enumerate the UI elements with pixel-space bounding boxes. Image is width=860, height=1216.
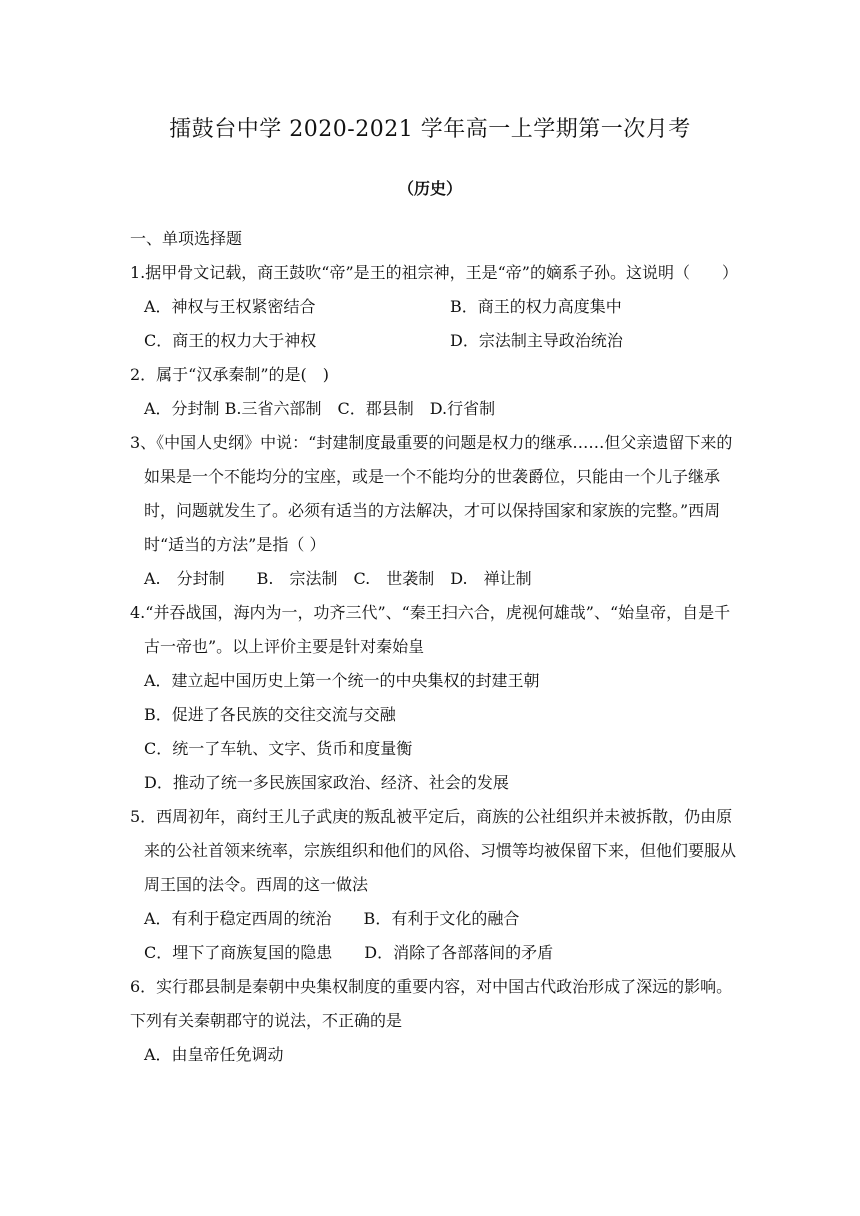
question-5-stem: 5．西周初年，商纣王儿子武庚的叛乱被平定后，商族的公社组织并未被拆散，仍由原来的公社首领来统率，宗族组织和他们的风俗、习惯等均被保留下来，但他们要服从周王国的法令。西周的这一做法 — [130, 807, 737, 894]
exam-content — [130, 222, 740, 1072]
question-1-option-d: D．宗法制主导政治统治 — [450, 331, 623, 350]
question-1-options-row-1 — [130, 290, 740, 324]
exam-title: 擂鼓台中学 2020-2021 学年高一上学期第一次月考 — [169, 117, 691, 142]
question-3-options: A. 分封制 B. 宗法制 C. 世袭制 D. 禅让制 — [144, 569, 532, 588]
question-1-option-b: B．商王的权力高度集中 — [450, 297, 622, 316]
question-5-options-row-2: C．埋下了商族复国的隐患 D．消除了各部落间的矛盾 — [144, 943, 554, 962]
question-5-options-row-1: A．有利于稳定西周的统治 B．有利于文化的融合 — [144, 909, 520, 928]
question-3-stem: 3、《中国人史纲》中说：“封建制度最重要的问题是权力的继承……但父亲遗留下来的如果是一个不能均分的宝座，或是一个不能均分的世袭爵位，只能由一个儿子继承时，问题就发生了。必须有适当的方法解决，才可以保持国家和家族的完整。”西周时“适当的方法”是指（ ） — [130, 433, 733, 554]
question-1-option-c: C．商王的权力大于神权 — [144, 331, 317, 350]
question-4-stem: 4.“并吞战国，海内为一，功齐三代”、“秦王扫六合，虎视何雄哉”、“始皇帝，自是千古一帝也”。以上评价主要是针对秦始皇 — [130, 603, 731, 656]
question-1-stem: 1.据甲骨文记载，商王鼓吹“帝”是王的祖宗神，王是“帝”的嫡系子孙。这说明（ ） — [130, 263, 738, 282]
question-1-option-a: A．神权与王权紧密结合 — [144, 297, 316, 316]
question-6-stem: 6．实行郡县制是秦朝中央集权制度的重要内容，对中国古代政治形成了深远的影响。下列有关秦朝郡守的说法，不正确的是 — [130, 977, 733, 1030]
question-4-option-c: C．统一了车轨、文字、货币和度量衡 — [144, 739, 413, 758]
question-4-option-a: A．建立起中国历史上第一个统一的中央集权的封建王朝 — [144, 671, 540, 690]
question-2-stem: 2．属于“汉承秦制”的是( ) — [130, 365, 330, 384]
question-4-option-d: D．推动了统一多民族国家政治、经济、社会的发展 — [144, 773, 509, 792]
section-title: 一、单项选择题 — [130, 229, 243, 248]
question-4-option-b: B．促进了各民族的交往交流与交融 — [144, 705, 396, 724]
question-1-options-row-2 — [130, 324, 740, 358]
question-2-options: A．分封制 B.三省六部制 C．郡县制 D.行省制 — [144, 399, 496, 418]
exam-subject: （历史） — [397, 179, 462, 198]
question-6-option-a: A．由皇帝任免调动 — [144, 1045, 284, 1064]
